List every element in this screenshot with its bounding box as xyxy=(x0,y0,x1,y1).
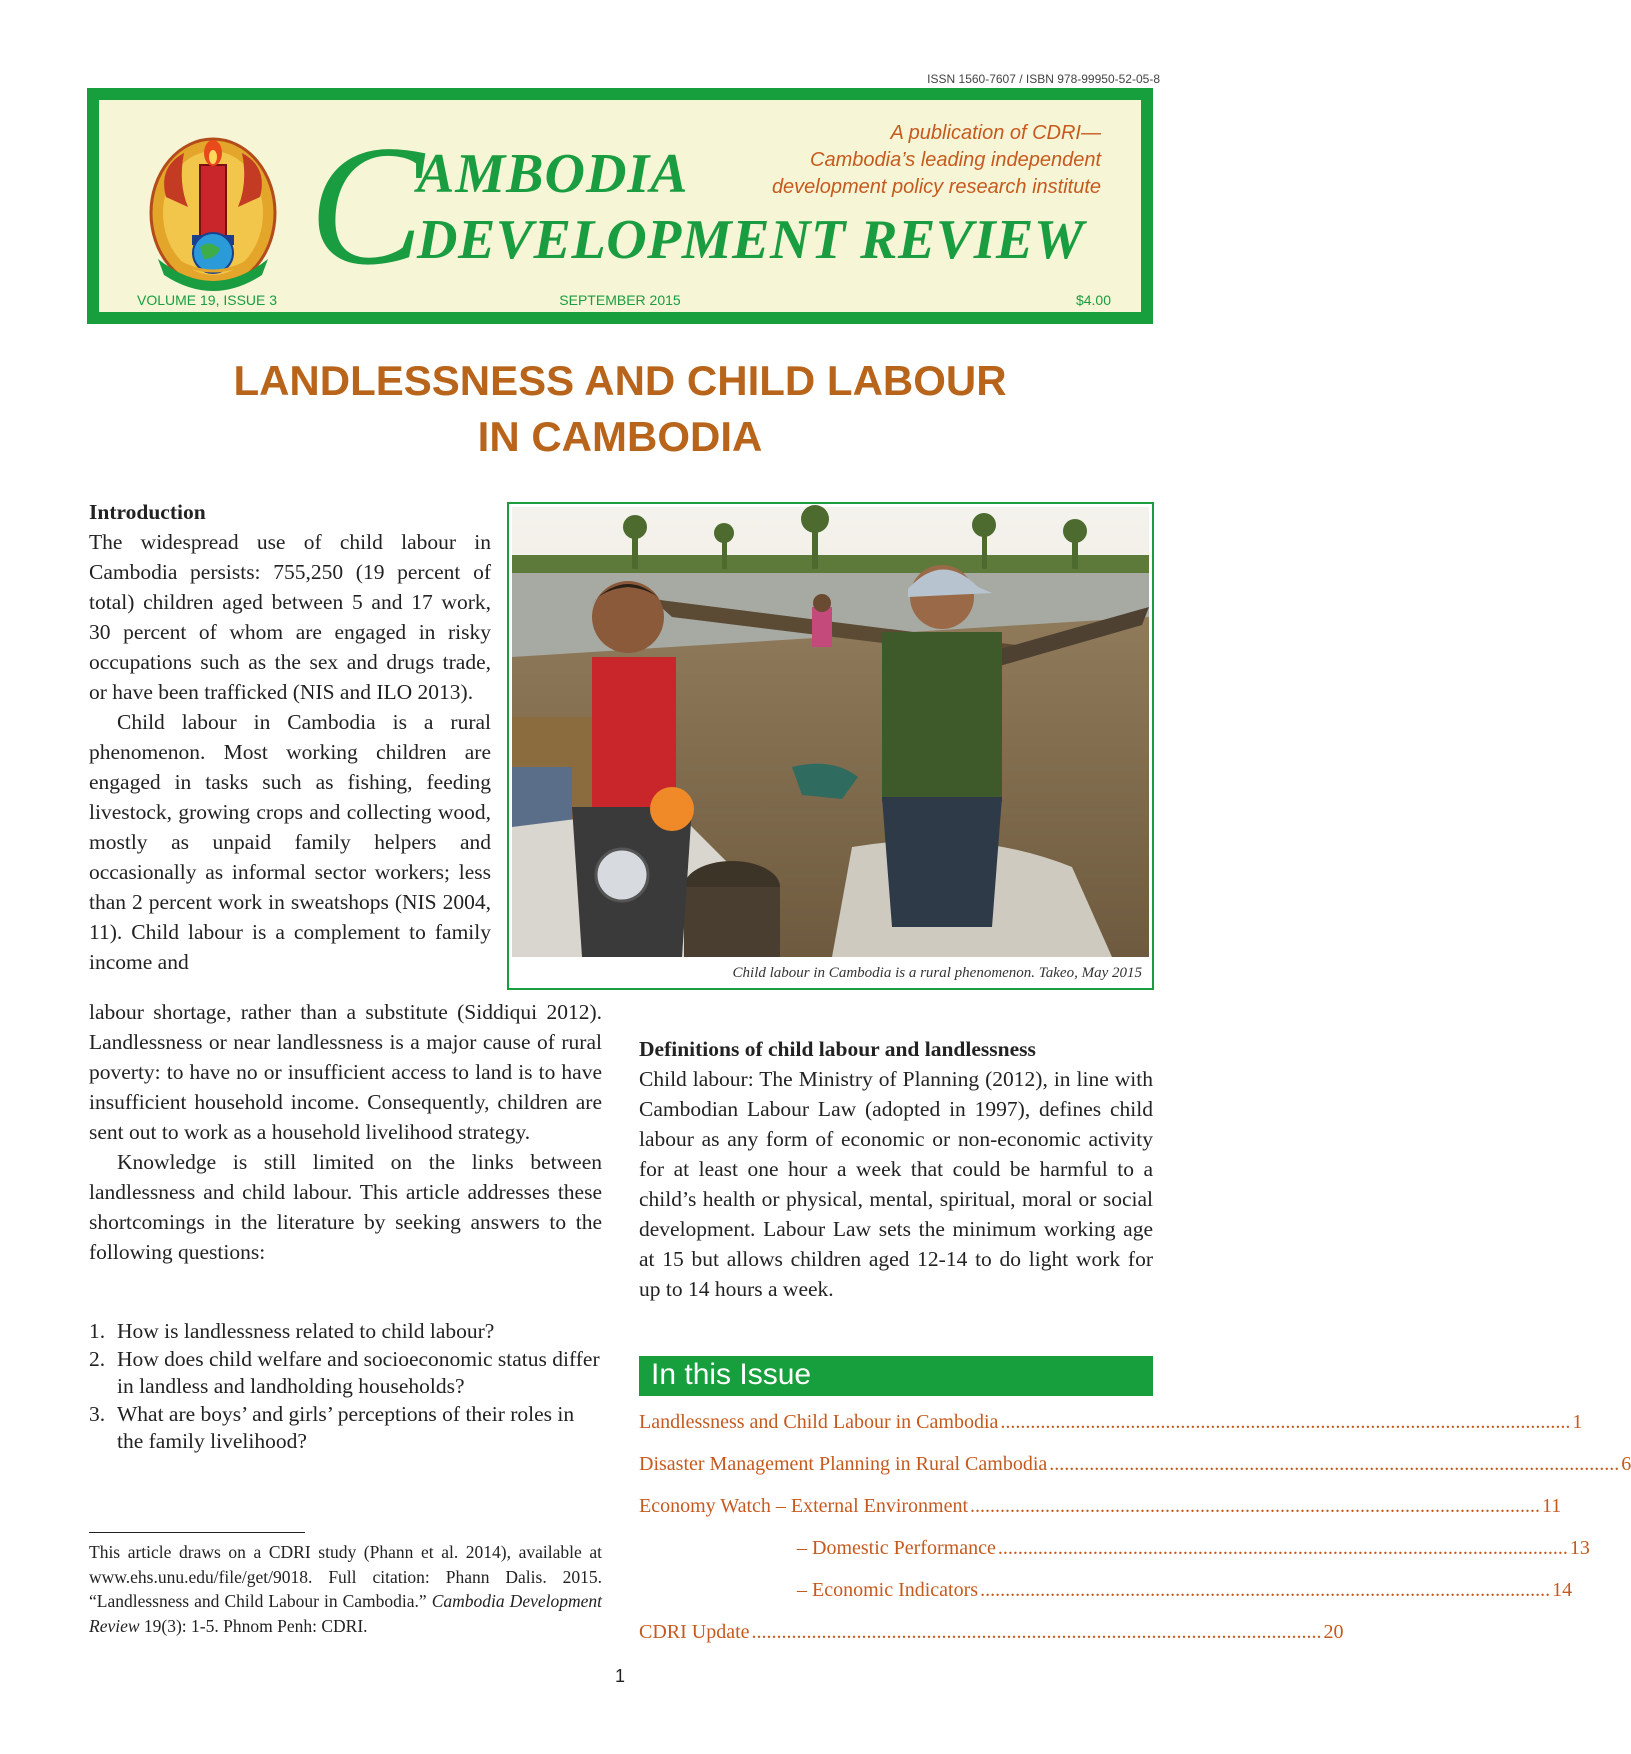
toc-item[interactable] xyxy=(639,1618,1344,1646)
toc-label: – Domestic Performance xyxy=(797,1537,996,1559)
footnote-text-end: 19(3): 1-5. Phnom Penh: CDRI. xyxy=(139,1615,368,1636)
definitions-text: Child labour: The Ministry of Planning (2012), in line with Cambodian Labour Law (adopted in 1997), defines child labour as any form of economic or non-economic activity for at least one hour a week that could be harmful to a child’s health or physical, mental, spiritual, moral or social development. Labour Law sets the minimum working age at 15 but allows children aged 12-14 to do light work for up to 14 hours a week. xyxy=(639,1067,1153,1301)
issn-line: ISSN 1560-7607 / ISBN 978-99950-52-05-8 xyxy=(927,72,1160,86)
toc-item[interactable] xyxy=(639,1408,1583,1436)
tagline-line: development policy research institute xyxy=(771,176,1101,198)
list-text: How is landlessness related to child labour? xyxy=(117,1319,495,1343)
toc-leader: .................................................................................................................. xyxy=(980,1579,1551,1601)
list-number: 2. xyxy=(89,1347,106,1371)
in-this-issue-banner xyxy=(639,1356,1153,1396)
toc-leader: .................................................................................................................. xyxy=(751,1621,1322,1643)
masthead-title-initial: C xyxy=(309,111,424,301)
intro-column-top xyxy=(89,497,491,977)
footnote-journal-title: Cambodia Development Review xyxy=(89,1591,602,1636)
list-item xyxy=(89,1318,602,1345)
intro-paragraph-2-top: Child labour in Cambodia is a rural phenomenon. Most working children are engaged in tasks such as fishing, feeding livestock, growing crops and collecting wood, mostly as unpaid family helpers and occasionally as informal sector workers; less than 2 percent work in sweatshops (NIS 2004, 11). Child labour is a complement to family income and xyxy=(89,710,491,974)
in-this-issue-title: In this Issue xyxy=(651,1358,812,1391)
toc-label: – Economic Indicators xyxy=(797,1579,979,1601)
photo-frame xyxy=(507,502,1154,990)
list-text: How does child welfare and socioeconomic status differ in landless and landholding households? xyxy=(117,1347,600,1398)
cdri-logo-icon xyxy=(144,127,282,295)
footnote-text: This article draws on a CDRI study (Phann et al. 2014), available at www.ehs.unu.edu/file/get/9018. Full citation: Phann Dalis. 2015. “Landlessness and Child Labour in Cambodia.” xyxy=(89,1542,602,1611)
intro-heading: Introduction xyxy=(89,500,206,524)
masthead-tagline xyxy=(681,120,1101,201)
toc-page: 13 xyxy=(1569,1537,1590,1559)
headline-line: IN CAMBODIA xyxy=(477,413,763,460)
masthead xyxy=(87,88,1153,324)
toc-page: 20 xyxy=(1323,1621,1344,1643)
issue-date: SEPTEMBER 2015 xyxy=(559,292,681,308)
research-questions-list xyxy=(89,1318,602,1456)
toc-label: Disaster Management Planning in Rural Cambodia xyxy=(639,1453,1048,1475)
intro-paragraph-3: Knowledge is still limited on the links between landlessness and child labour. This article addresses these shortcomings in the literature by seeking answers to the following questions: xyxy=(89,1150,602,1264)
toc-item[interactable] xyxy=(797,1576,1573,1604)
footnote-rule xyxy=(89,1532,305,1533)
masthead-title-line-2: DEVELOPMENT REVIEW xyxy=(417,209,1085,271)
list-item xyxy=(89,1401,602,1455)
photo-caption: Child labour in Cambodia is a rural phenomenon. Takeo, May 2015 xyxy=(732,965,1142,981)
list-number: 3. xyxy=(89,1402,106,1426)
tagline-line: A publication of CDRI— xyxy=(890,122,1101,144)
list-number: 1. xyxy=(89,1319,106,1343)
definitions-heading: Definitions of child labour and landlessness xyxy=(639,1037,1036,1061)
toc-leader: .................................................................................................................. xyxy=(1000,1411,1571,1433)
article-headline xyxy=(0,353,1240,465)
intro-paragraph-2-bottom: labour shortage, rather than a substitute (Siddiqui 2012). Landlessness or near landlessness is a major cause of rural poverty: to have no or insufficient access to land is to have insufficient household income. Consequently, children are sent out to work as a household livelihood strategy. xyxy=(89,1000,602,1144)
toc-page: 1 xyxy=(1572,1411,1583,1433)
masthead-panel xyxy=(99,100,1141,312)
toc-page: 6 xyxy=(1621,1453,1631,1475)
definitions-section xyxy=(639,1034,1153,1304)
list-text: What are boys’ and girls’ perceptions of their roles in the family livelihood? xyxy=(117,1402,575,1453)
toc-leader: .................................................................................................................. xyxy=(1049,1453,1620,1475)
toc-label: Landlessness and Child Labour in Cambodia xyxy=(639,1411,999,1433)
footnote xyxy=(89,1540,602,1638)
toc-leader: .................................................................................................................. xyxy=(997,1537,1568,1559)
toc-label: CDRI Update xyxy=(639,1621,750,1643)
toc-item[interactable] xyxy=(639,1492,1562,1520)
toc-item[interactable] xyxy=(639,1450,1631,1478)
list-item xyxy=(89,1346,602,1400)
toc-page: 11 xyxy=(1542,1495,1562,1517)
intro-paragraph-1: The widespread use of child labour in Cambodia persists: 755,250 (19 percent of total) children aged between 5 and 17 work, 30 percent of whom are engaged in risky occupations such as the sex and drugs trade, or have been trafficked (NIS and ILO 2013). xyxy=(89,530,491,704)
volume-issue: VOLUME 19, ISSUE 3 xyxy=(137,292,278,308)
toc-leader: .................................................................................................................. xyxy=(970,1495,1541,1517)
price: $4.00 xyxy=(1075,292,1111,308)
masthead-title-line-1: AMBODIA xyxy=(417,143,689,205)
toc-item[interactable] xyxy=(797,1534,1590,1562)
page-number: 1 xyxy=(614,1666,625,1686)
toc-page: 14 xyxy=(1552,1579,1573,1601)
headline-line: LANDLESSNESS AND CHILD LABOUR xyxy=(233,357,1007,404)
intro-column-bottom xyxy=(89,997,602,1267)
tagline-line: Cambodia’s leading independent xyxy=(810,149,1101,171)
child-labour-photo xyxy=(512,507,1149,957)
toc-label: Economy Watch – External Environment xyxy=(639,1495,969,1517)
